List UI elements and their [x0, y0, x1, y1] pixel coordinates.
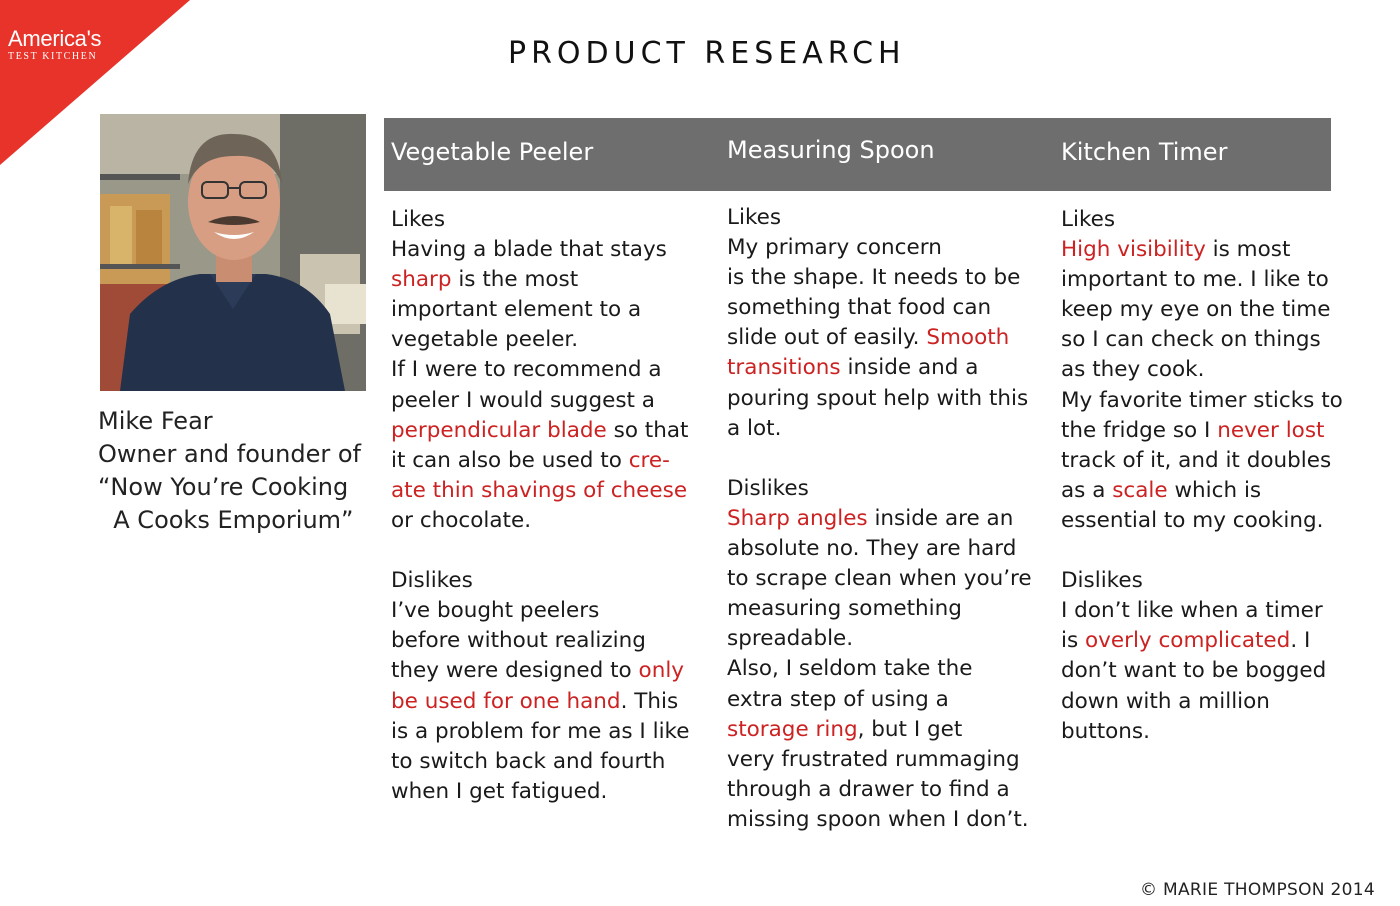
likes-text-line [1061, 416, 1343, 446]
body-text: is the shape. It needs to be [727, 265, 1021, 291]
dislikes-text-line [1061, 596, 1343, 626]
body-text: inside and a [840, 355, 979, 381]
body-text: important to me. I like to [1061, 267, 1329, 293]
body-text: track of it, and it doubles [1061, 447, 1332, 473]
highlighted-text: ate thin shavings of cheese [391, 477, 688, 503]
body-text: My favorite timer sticks to [1061, 387, 1343, 413]
portrait-photo-icon [100, 114, 366, 391]
body-text: is [1061, 628, 1086, 654]
highlighted-text: storage ring [727, 716, 858, 742]
highlighted-text: Smooth [926, 325, 1010, 351]
likes-text-line [391, 446, 689, 476]
brand-logo-line1: America's [8, 26, 102, 51]
column-title-measuring-spoon: Measuring Spoon [727, 136, 935, 164]
highlighted-text: scale [1112, 477, 1168, 503]
dislikes-text-line [1061, 687, 1343, 717]
column-measuring-spoon [727, 203, 1032, 835]
likes-text-line [1061, 476, 1343, 506]
body-text: don’t want to be bogged [1061, 658, 1327, 684]
dislikes-text-line [727, 594, 1032, 624]
body-text: I don’t like when a timer [1061, 598, 1323, 624]
likes-text-line [391, 235, 689, 265]
body-text: inside are an [867, 505, 1014, 531]
likes-heading: Likes [727, 205, 782, 230]
persona-store-line2: A Cooks Emporium” [98, 506, 354, 534]
body-text: as they cook. [1061, 357, 1205, 383]
body-text: measuring something [727, 596, 962, 622]
body-text: they were designed to [391, 658, 639, 684]
likes-text-line [1061, 355, 1343, 385]
section-spacer [1061, 536, 1343, 566]
likes-heading: Likes [391, 207, 446, 232]
column-title-vegetable-peeler: Vegetable Peeler [391, 138, 594, 166]
likes-text-line [727, 353, 1032, 383]
body-text: If I were to recommend a [391, 357, 662, 383]
likes-text-line [391, 265, 689, 295]
likes-text-line [727, 263, 1032, 293]
body-text: before without realizing [391, 628, 646, 654]
body-text: it can also be used to [391, 447, 629, 473]
highlighted-text: be used for one hand [391, 688, 621, 714]
body-text: peeler I would suggest a [391, 387, 655, 413]
dislikes-text-line [391, 596, 689, 626]
likes-text-line [727, 323, 1032, 353]
copyright-footer: © MARIE THOMPSON 2014 [1140, 880, 1375, 900]
body-text: is a problem for me as I like [391, 718, 690, 744]
highlighted-text: only [638, 658, 685, 684]
persona-store-line1: “Now You’re Cooking [98, 473, 349, 501]
dislikes-text-line [391, 656, 689, 686]
dislikes-text-line [727, 654, 1032, 684]
dislikes-text-line [727, 805, 1032, 835]
body-text: to switch back and fourth [391, 748, 666, 774]
body-text: pouring spout help with this [727, 385, 1029, 411]
body-text: a lot. [727, 415, 782, 441]
body-text: buttons. [1061, 718, 1150, 744]
body-text: down with a million [1061, 688, 1270, 714]
dislikes-text-line [727, 624, 1032, 654]
dislikes-text-line [727, 534, 1032, 564]
body-text: something that food can [727, 295, 992, 321]
likes-heading: Likes [1061, 207, 1116, 232]
body-text: slide out of easily. [727, 325, 927, 351]
dislikes-text-line [727, 504, 1032, 534]
dislikes-heading: Dislikes [727, 475, 809, 501]
dislikes-heading: Dislikes [391, 568, 473, 594]
body-text: so that [606, 417, 689, 443]
body-text: or chocolate. [391, 507, 532, 533]
body-text: very frustrated rummaging [727, 746, 1020, 772]
dislikes-text-line [727, 775, 1032, 805]
likes-text-line [1061, 386, 1343, 416]
body-text: when I get fatigued. [391, 778, 608, 804]
dislikes-text-line [391, 717, 689, 747]
body-text: absolute no. They are hard [727, 536, 1017, 562]
dislikes-heading: Dislikes [1061, 568, 1143, 594]
body-text: important element to a [391, 297, 642, 323]
body-text: Also, I seldom take the [727, 656, 973, 682]
dislikes-text-line [1061, 656, 1343, 686]
body-text: vegetable peeler. [391, 327, 579, 353]
body-text: which is [1167, 477, 1262, 503]
column-title-kitchen-timer: Kitchen Timer [1061, 138, 1228, 166]
dislikes-text-line [391, 626, 689, 656]
highlighted-text: overly complicated [1085, 628, 1291, 654]
body-text: is the most [451, 267, 579, 293]
dislikes-text-line [1061, 717, 1343, 747]
dislikes-text-line [727, 685, 1032, 715]
persona-role: Owner and founder of [98, 440, 361, 468]
body-text: through a drawer to find a [727, 776, 1010, 802]
dislikes-text-line [391, 747, 689, 777]
dislikes-text-line [727, 715, 1032, 745]
likes-text-line [727, 414, 1032, 444]
likes-text-line [727, 384, 1032, 414]
persona-caption [98, 405, 378, 537]
highlighted-text: never lost [1217, 417, 1325, 443]
highlighted-text: transitions [727, 355, 841, 381]
body-text: extra step of using a [727, 686, 949, 712]
column-vegetable-peeler [391, 205, 689, 807]
body-text: I’ve bought peelers [391, 598, 600, 624]
highlighted-text: cre- [628, 447, 670, 473]
likes-text-line [391, 476, 689, 506]
likes-text-line [727, 293, 1032, 323]
body-text: Having a blade that stays [391, 237, 667, 263]
body-text: , but I get [857, 716, 963, 742]
likes-text-line [391, 386, 689, 416]
likes-text-line [391, 416, 689, 446]
likes-text-line [727, 233, 1032, 263]
body-text: as a [1061, 477, 1113, 503]
likes-text-line [391, 295, 689, 325]
body-text: keep my eye on the time [1061, 297, 1331, 323]
page-title: PRODUCT RESEARCH [508, 36, 906, 71]
body-text: so I can check on things [1061, 327, 1321, 353]
section-spacer [391, 536, 689, 566]
body-text: . This [620, 688, 679, 714]
dislikes-text-line [391, 777, 689, 807]
likes-text-line [1061, 446, 1343, 476]
highlighted-text: perpendicular blade [391, 417, 607, 443]
body-text: spreadable. [727, 626, 854, 652]
body-text: essential to my cooking. [1061, 507, 1324, 533]
section-spacer [727, 444, 1032, 474]
likes-text-line [1061, 265, 1343, 295]
likes-text-line [1061, 506, 1343, 536]
brand-logo-line2: TEST KITCHEN [8, 51, 98, 62]
body-text: . I [1290, 628, 1311, 654]
highlighted-text: High visibility [1061, 237, 1206, 263]
likes-text-line [1061, 325, 1343, 355]
likes-text-line [391, 325, 689, 355]
likes-text-line [391, 355, 689, 385]
dislikes-text-line [1061, 626, 1343, 656]
body-text: to scrape clean when you’re [727, 566, 1032, 592]
likes-text-line [1061, 235, 1343, 265]
body-text: is most [1205, 237, 1291, 263]
dislikes-text-line [727, 564, 1032, 594]
body-text: My primary concern [727, 235, 942, 261]
dislikes-text-line [727, 745, 1032, 775]
body-text: the fridge so I [1061, 417, 1218, 443]
column-kitchen-timer [1061, 205, 1343, 747]
likes-text-line [391, 506, 689, 536]
highlighted-text: Sharp angles [727, 505, 868, 531]
body-text: missing spoon when I don’t. [727, 806, 1029, 832]
dislikes-text-line [391, 687, 689, 717]
likes-text-line [1061, 295, 1343, 325]
highlighted-text: sharp [391, 267, 452, 293]
persona-name: Mike Fear [98, 407, 213, 435]
